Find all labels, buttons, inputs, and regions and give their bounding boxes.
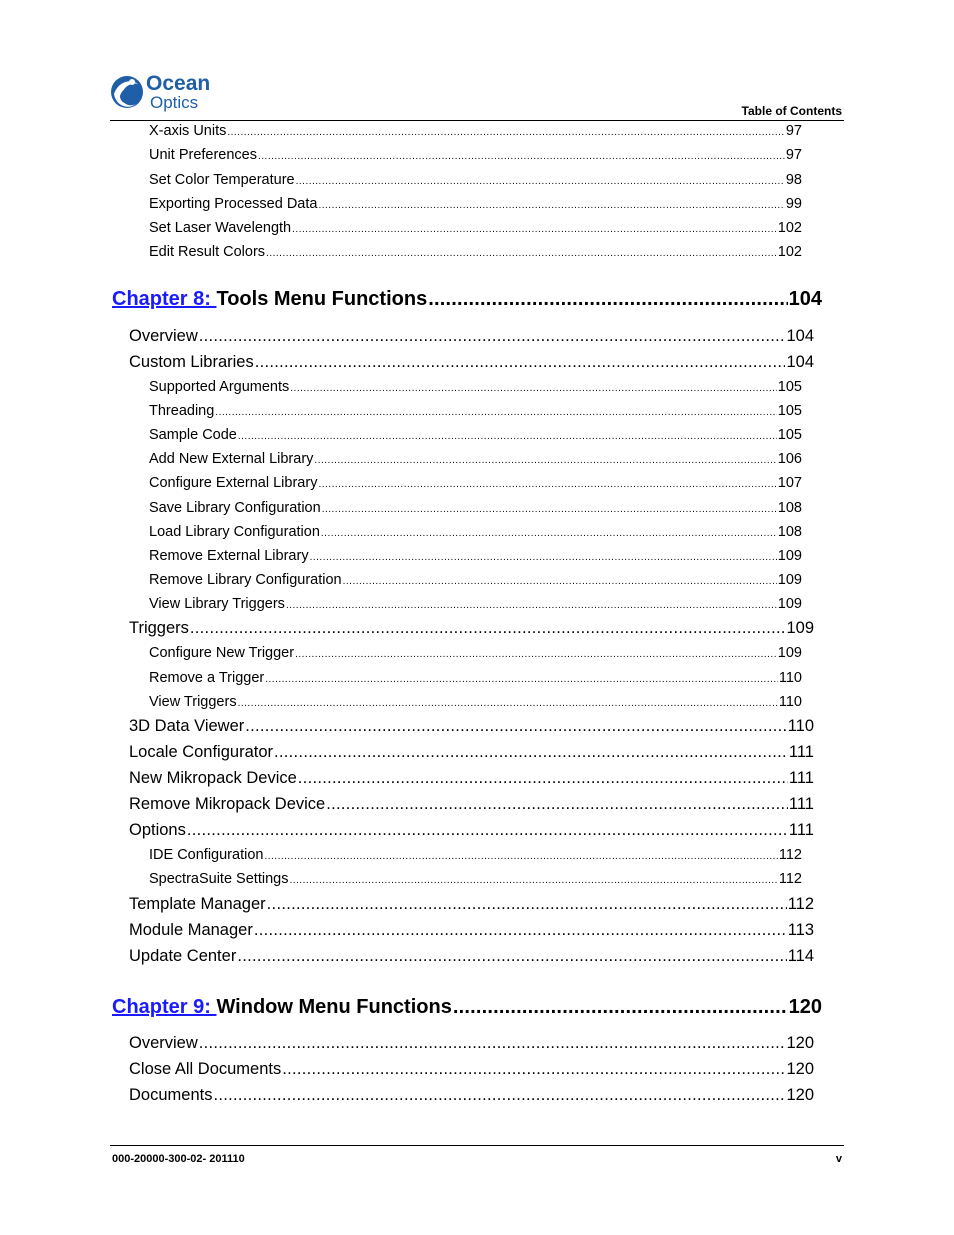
toc-entry[interactable] [129,769,814,791]
toc-entry[interactable] [149,500,802,520]
toc-entry-label: Template Manager [129,894,266,913]
toc-page-number: 120 [786,1060,814,1078]
toc-entry-label: New Mikropack Device [129,769,297,788]
toc-page-number: 109 [777,645,802,662]
leader-dots [190,619,786,638]
chapter-9-title: Window Menu Functions [216,996,452,1018]
toc-entry[interactable] [149,847,802,867]
toc-entry-label: Options [129,821,186,840]
toc-entry-label: Sample Code [149,427,237,444]
toc-page-number: 99 [785,196,802,212]
toc-entry[interactable] [149,172,802,192]
toc-page-number: 105 [777,379,802,395]
toc-entry[interactable] [129,743,814,765]
toc-page-number: 110 [778,669,802,686]
toc-entry[interactable] [129,895,814,917]
toc-entry-label: Supported Arguments [149,379,290,395]
leader-dots [318,200,784,211]
toc-entry-label: Overview [129,1034,198,1052]
toc-entry[interactable] [129,327,814,349]
toc-entry[interactable] [149,220,802,240]
leader-dots [254,921,787,940]
leader-dots [314,455,776,466]
toc-entry-label: Remove External Library [149,547,309,564]
toc-entry[interactable] [149,147,802,167]
toc-entry-label: 3D Data Viewer [129,717,245,736]
toc-entry-label: Update Center [129,946,237,965]
toc-page-number: 109 [777,571,802,588]
toc-page-number: 109 [777,595,802,612]
toc-entry[interactable] [149,427,802,447]
toc-entry-label: Load Library Configuration [149,523,320,540]
toc-entry-label: View Triggers [149,693,237,710]
toc-entry[interactable] [129,717,814,739]
toc-entry[interactable] [129,1034,814,1056]
logo-wave-icon [110,70,230,116]
ocean-optics-logo [110,70,230,116]
leader-dots [428,288,787,311]
toc-page-number: 106 [777,451,802,468]
toc-entry-label: Custom Libraries [129,353,254,371]
toc-entry-label: Remove Library Configuration [149,571,342,588]
toc-entry-label: IDE Configuration [149,847,264,864]
toc-page-number: 109 [777,547,802,564]
leader-dots [215,407,777,418]
toc-entry-label: Exporting Processed Data [149,196,318,212]
toc-entry[interactable] [129,821,814,843]
logo-brand-line2: Optics [150,93,199,112]
leader-dots [245,717,786,736]
leader-dots [227,127,785,138]
leader-dots [322,504,777,515]
toc-page-number: 109 [786,619,814,638]
chapter-8-title: Tools Menu Functions [216,288,428,310]
section-label: Table of Contents [741,104,842,118]
toc-entry[interactable] [149,694,802,714]
toc-page-number: 112 [787,894,814,913]
toc-page-number: 107 [777,475,802,492]
leader-dots [187,821,788,840]
leader-dots [199,1034,786,1053]
toc-page-number: 120 [786,1086,814,1104]
toc-page-number: 105 [777,427,802,444]
toc-page-number: 111 [788,769,814,788]
document-number: 000-20000-300-02- 201110 [112,1153,245,1165]
leader-dots [266,248,777,259]
leader-dots [296,176,785,187]
toc-entry[interactable] [129,795,814,817]
toc-entry-label: Remove Mikropack Device [129,795,326,814]
page-number: v [835,1153,842,1165]
leader-dots [237,947,786,966]
toc-entry[interactable] [149,475,802,495]
header-divider [110,120,844,121]
leader-dots [298,769,788,788]
leader-dots [274,743,788,762]
toc-entry-label: Set Laser Wavelength [149,220,292,236]
toc-entry[interactable] [149,244,802,264]
toc-page-number: 105 [777,403,802,420]
toc-entry-label: Documents [129,1086,213,1104]
leader-dots [289,875,777,886]
leader-dots [267,895,787,914]
leader-dots [265,674,778,685]
toc-page-number: 104 [786,327,814,345]
toc-entry-label: Threading [149,403,215,420]
toc-entry[interactable] [149,403,802,423]
toc-page-number: 113 [787,920,814,939]
leader-dots [258,151,785,162]
toc-entry[interactable] [129,353,814,375]
toc-entry-label: Triggers [129,619,189,638]
toc-entry-label: Edit Result Colors [149,244,266,260]
toc-page-number: 112 [778,847,802,864]
leader-dots [255,353,786,372]
toc-page-number: 104 [786,353,814,371]
toc-entry[interactable] [149,451,802,471]
leader-dots [310,552,777,563]
toc-page-number: 120 [786,1034,814,1052]
toc-entry-label: X-axis Units [149,123,227,139]
toc-entry-label: Remove a Trigger [149,669,265,686]
toc-entry-label: Unit Preferences [149,147,257,163]
toc-entry[interactable] [149,596,802,616]
logo-brand-line1: Ocean [146,72,211,95]
leader-dots [238,431,777,442]
leader-dots [282,1060,785,1079]
leader-dots [326,795,788,814]
leader-dots [238,698,778,709]
leader-dots [453,996,788,1019]
footer-divider [110,1145,844,1146]
leader-dots [318,479,776,490]
toc-entry-label: Locale Configurator [129,743,274,762]
toc-page-number: 111 [788,795,814,814]
toc-entry[interactable] [149,123,802,143]
toc-entry-label: Add New External Library [149,451,314,468]
toc-entry[interactable] [149,379,802,399]
toc-page-number: 114 [787,946,814,965]
toc-page-number: 108 [777,499,802,516]
toc-page-number: 112 [778,871,802,888]
leader-dots [295,649,777,660]
toc-entry-label: Configure New Trigger [149,645,295,662]
leader-dots [290,383,777,394]
toc-entry[interactable] [129,921,814,943]
toc-entry-label: View Library Triggers [149,595,285,612]
toc-page-number: 102 [777,220,802,236]
chapter-8-link[interactable]: Chapter 8: [112,288,217,310]
toc-entry[interactable] [149,871,802,891]
toc-entry-label: Module Manager [129,920,253,939]
toc-page-number: 111 [788,743,814,762]
toc-page-number: 97 [785,147,802,163]
toc-page-number: 98 [785,172,802,188]
toc-entry[interactable] [149,645,802,665]
toc-entry[interactable] [149,572,802,592]
toc-entry[interactable] [129,1060,814,1082]
toc-entry-label: Save Library Configuration [149,499,321,516]
leader-dots [264,851,777,862]
toc-entry[interactable] [129,1086,814,1108]
toc-entry-label: Set Color Temperature [149,172,295,188]
toc-entry-label: Configure External Library [149,475,318,492]
toc-entry-label: SpectraSuite Settings [149,871,289,888]
leader-dots [321,528,777,539]
toc-page-number: 97 [785,123,802,139]
toc-page-number: 108 [777,523,802,540]
toc-entry[interactable] [149,196,802,216]
chapter-9-link[interactable]: Chapter 9: [112,996,217,1018]
leader-dots [199,327,786,346]
leader-dots [286,600,777,611]
leader-dots [292,224,777,235]
toc-page-number: 111 [788,821,814,840]
chapter-8-heading[interactable] [112,288,822,316]
toc-page-number: 110 [778,693,802,710]
leader-dots [213,1086,785,1105]
toc-page-number: 102 [777,244,802,260]
toc-entry[interactable] [129,619,814,641]
toc-entry[interactable] [129,947,814,969]
toc-entry[interactable] [149,670,802,690]
chapter-9-heading[interactable] [112,996,822,1024]
chapter-8-page-number: 104 [788,288,822,310]
toc-entry[interactable] [149,548,802,568]
toc-entry[interactable] [149,524,802,544]
chapter-9-page-number: 120 [788,996,822,1018]
toc-entry-label: Overview [129,327,198,345]
toc-page-number: 110 [787,717,814,736]
leader-dots [343,576,777,587]
toc-entry-label: Close All Documents [129,1060,282,1078]
